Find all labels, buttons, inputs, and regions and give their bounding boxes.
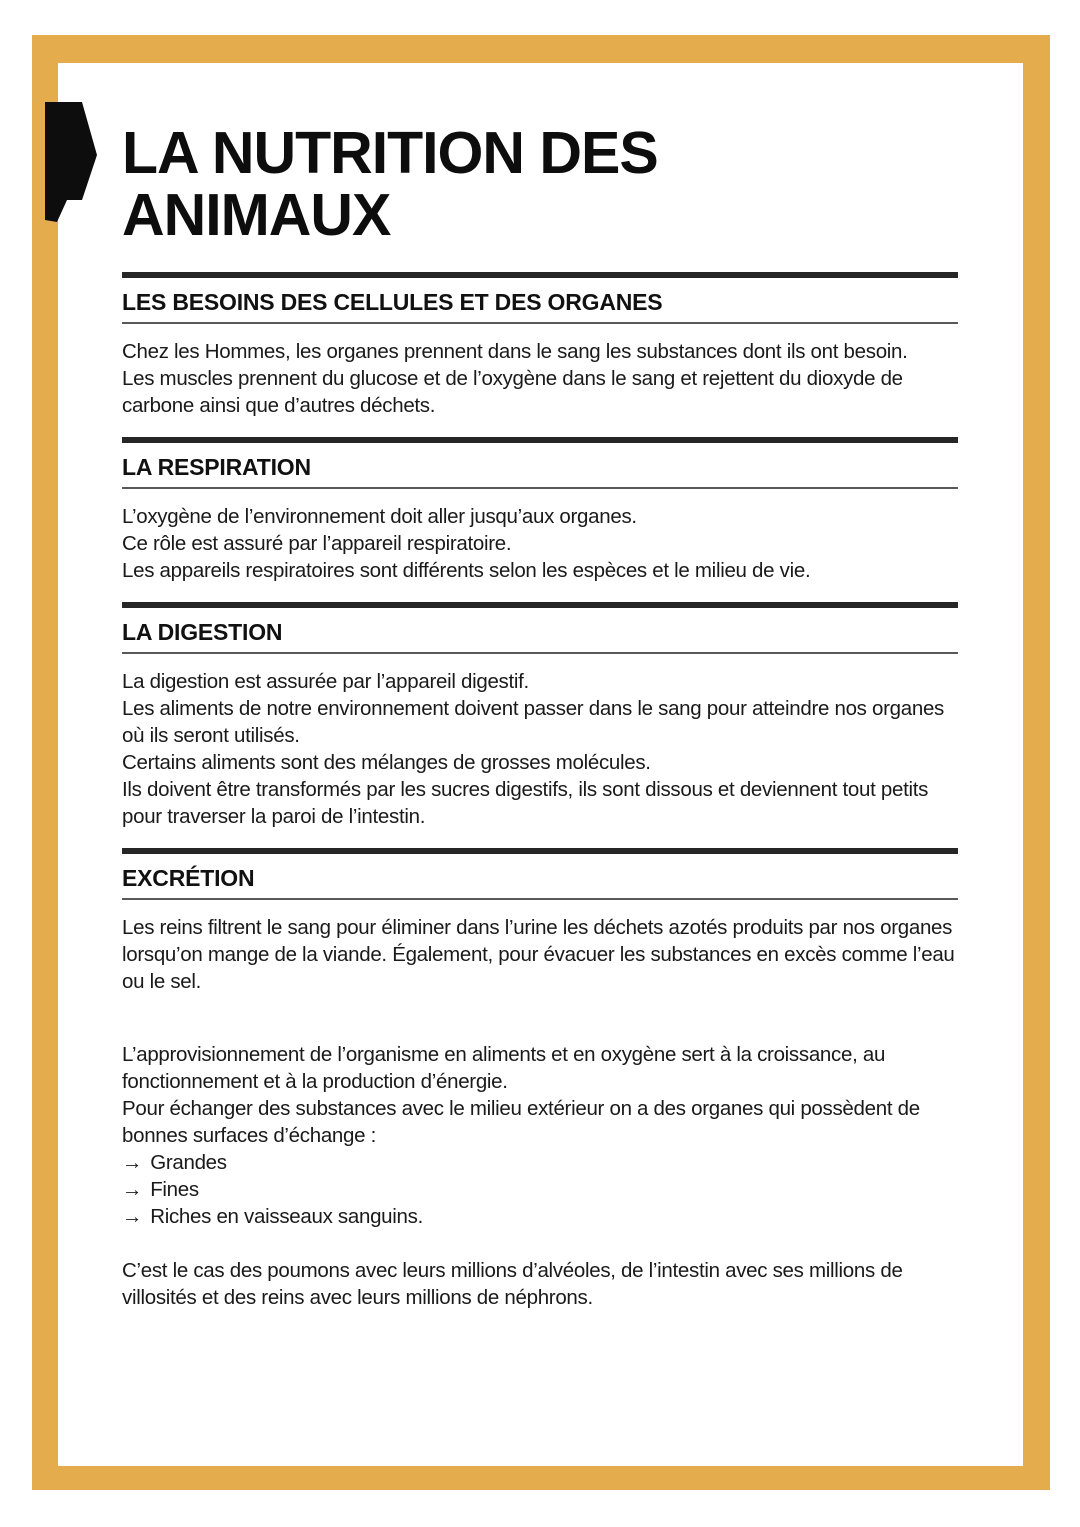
bullet-item: [122, 1203, 958, 1230]
closing-paragraph: L’approvisionnement de l’organisme en aliments et en oxygène sert à la croissance, au fonctionnement et à la production d’énergie.: [122, 1043, 886, 1093]
section-body: [122, 914, 958, 995]
text-line: Les muscles prennent du glucose et de l’oxygène dans le sang et rejettent du dioxyde de carbone ainsi que d’autres déchets.: [122, 367, 903, 417]
arrow-icon: →: [122, 1151, 143, 1174]
section-heading-rule: [122, 437, 958, 489]
section-heading-rule: [122, 602, 958, 654]
bookmark-ribbon-icon: [45, 100, 97, 222]
text-line: Les aliments de notre environnement doivent passer dans le sang pour atteindre nos organes où ils seront utilisés.: [122, 697, 945, 747]
section-body: [122, 668, 958, 830]
arrow-icon: →: [122, 1178, 143, 1201]
text-line: La digestion est assurée par l’appareil digestif.: [122, 670, 529, 693]
text-line: L’oxygène de l’environnement doit aller jusqu’aux organes.: [122, 505, 637, 528]
section-heading: LA RESPIRATION: [122, 454, 311, 480]
closing-block: [122, 1041, 958, 1311]
page-title-line2: ANIMAUX: [122, 182, 391, 248]
bullet-item: [122, 1149, 958, 1176]
text-line: Chez les Hommes, les organes prennent dans le sang les substances dont ils ont besoin.: [122, 340, 908, 363]
document-section: [122, 272, 958, 419]
content-column: [122, 0, 958, 1311]
closing-paragraph: Pour échanger des substances avec le milieu extérieur on a des organes qui possèdent de bonnes surfaces d’échange :: [122, 1097, 920, 1147]
bullet-text: Riches en vaisseaux sanguins.: [150, 1205, 423, 1228]
text-line: Ce rôle est assuré par l’appareil respiratoire.: [122, 532, 512, 555]
section-heading-rule: [122, 848, 958, 900]
sections-container: [122, 272, 958, 995]
closing-final-paragraph: C’est le cas des poumons avec leurs millions d’alvéoles, de l’intestin avec ses millions de villosités et des reins avec leurs millions de néphrons.: [122, 1259, 903, 1309]
section-body: [122, 503, 958, 584]
section-heading: LES BESOINS DES CELLULES ET DES ORGANES: [122, 289, 663, 315]
text-line: Ils doivent être transformés par les sucres digestifs, ils sont dissous et deviennent tout petits pour traverser la paroi de l’intestin.: [122, 778, 929, 828]
bullet-text: Fines: [150, 1178, 199, 1201]
document-section: [122, 602, 958, 830]
text-line: Les reins filtrent le sang pour éliminer dans l’urine les déchets azotés produits par nos organes lorsqu’on mange de la viande. Également, pour évacuer les substances en excès comme l’eau ou le sel.: [122, 916, 955, 993]
arrow-icon: →: [122, 1205, 143, 1228]
section-heading-rule: [122, 272, 958, 324]
page-title: [122, 122, 958, 246]
bookmark-ribbon-shape: [45, 102, 97, 222]
closing-paragraphs: [122, 1041, 958, 1149]
bullet-text: Grandes: [150, 1151, 227, 1174]
bullet-item: [122, 1176, 958, 1203]
page-title-line1: LA NUTRITION DES: [122, 120, 658, 186]
section-heading: EXCRÉTION: [122, 865, 255, 891]
document-section: [122, 848, 958, 995]
document-section: [122, 437, 958, 584]
text-line: Les appareils respiratoires sont différents selon les espèces et le milieu de vie.: [122, 559, 811, 582]
bullet-list: [122, 1149, 958, 1230]
section-body: [122, 338, 958, 419]
section-heading: LA DIGESTION: [122, 619, 283, 645]
text-line: Certains aliments sont des mélanges de grosses molécules.: [122, 751, 651, 774]
